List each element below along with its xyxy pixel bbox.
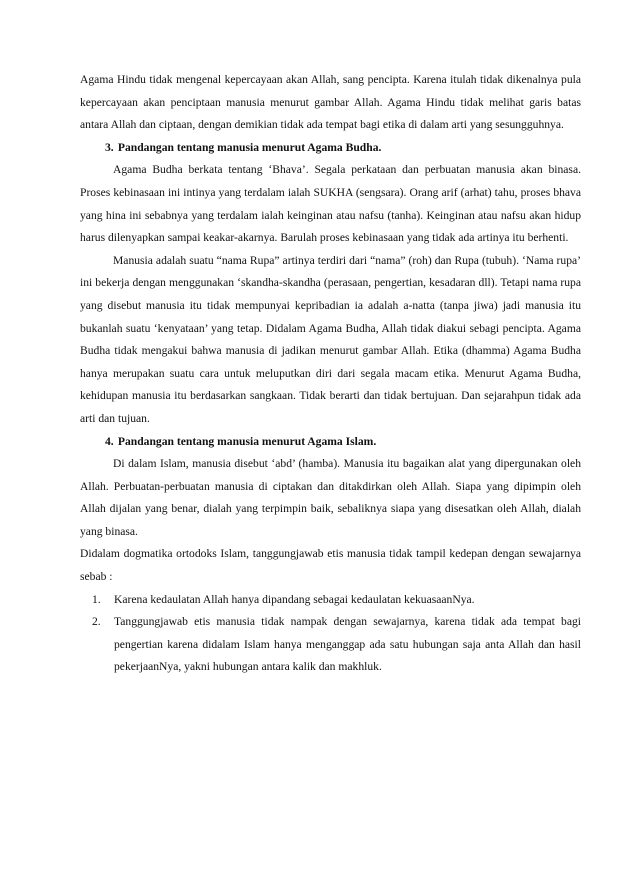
section-3-heading xyxy=(80,137,581,160)
section-4-number: 4. xyxy=(105,434,114,448)
section-4-paragraph-2: Didalam dogmatika ortodoks Islam, tanggungjawab etis manusia tidak tampil kedepan dengan sewajarnya sebab : xyxy=(80,547,581,584)
section-3-title: Pandangan tentang manusia menurut Agama Budha. xyxy=(117,140,382,154)
list-item-marker: 2. xyxy=(92,615,101,629)
section-4-paragraph-1: Di dalam Islam, manusia disebut ‘abd’ (hamba). Manusia itu bagaikan alat yang dipergunakan oleh Allah. Perbuatan-perbuatan manusia di ciptakan dan ditakdirkan oleh Allah. Siapa yang dipimpin oleh Allah dijalan yang benar, dialah yang terpimpin baik, sebaliknya siapa yang disesatkan oleh Allah, dialah yang binasa. xyxy=(80,457,581,538)
section-4-heading xyxy=(80,431,581,454)
section-3-paragraph-2: Manusia adalah suatu “nama Rupa” artinya terdiri dari “nama” (roh) dan Rupa (tubuh). ‘Nama rupa’ ini bekerja dengan menggunakan ‘skandha-skandha (perasaan, pengertian, kesadaran dll). Tetapi nama rupa yang disebut manusia itu tidak mempunyai kepribadian ia adalah a-natta (tanpa jiwa) jadi manusia itu bukanlah suatu ‘kenyataan’ yang tetap. Didalam Agama Budha, Allah tidak diakui sebagi pencipta. Agama Budha tidak mengakui bahwa manusia di jadikan menurut gambar Allah. Etika (dhamma) Agama Budha hanya merupakan suatu cara untuk meluputkan diri dari segala macam etika. Menurut Agama Budha, kehidupan manusia itu berdasarkan sangkaan. Tidak berarti dan tidak bertujuan. Dan sejarahpun tidak ada arti dan tujuan. xyxy=(80,253,581,425)
reasons-list xyxy=(80,589,581,679)
section-4-title: Pandangan tentang manusia menurut Agama Islam. xyxy=(117,434,377,448)
section-3-number: 3. xyxy=(105,140,114,154)
list-item-text: Karena kedaulatan Allah hanya dipandang sebagai kedaulatan kekuasaanNya. xyxy=(114,592,475,606)
intro-paragraph: Agama Hindu tidak mengenal kepercayaan akan Allah, sang pencipta. Karena itulah tidak dikenalnya pula kepercayaan akan penciptaan manusia menurut gambar Allah. Agama Hindu tidak melihat garis batas antara Allah dan ciptaan, dengan demikian tidak ada tempat bagi etika di dalam arti yang sesungguhnya. xyxy=(80,73,581,132)
section-3-paragraph-1: Agama Budha berkata tentang ‘Bhava’. Segala perkataan dan perbuatan manusia akan binasa. Proses kebinasaan ini intinya yang terdalam ialah SUKHA (sengsara). Orang arif (arhat) tahu, proses bhava yang hina ini sebabnya yang terdalam ialah keinginan atau nafsu (tanha). Keinginan atau nafsu akan hidup harus dilenyapkan sampai keakar-akarnya. Barulah proses kebinasaan yang tidak ada artinya itu berhenti. xyxy=(80,163,581,245)
list-item-marker: 1. xyxy=(92,592,101,606)
list-item xyxy=(92,589,581,612)
list-item-text: Tanggungjawab etis manusia tidak nampak dengan sewajarnya, karena tidak ada tempat bagi pengertian karena didalam Islam hanya menganggap ada satu hubungan saja anta Allah dan hasil pekerjaanNya, yakni hubungan antara kalik dan makhluk. xyxy=(114,615,581,674)
list-item xyxy=(92,611,581,679)
